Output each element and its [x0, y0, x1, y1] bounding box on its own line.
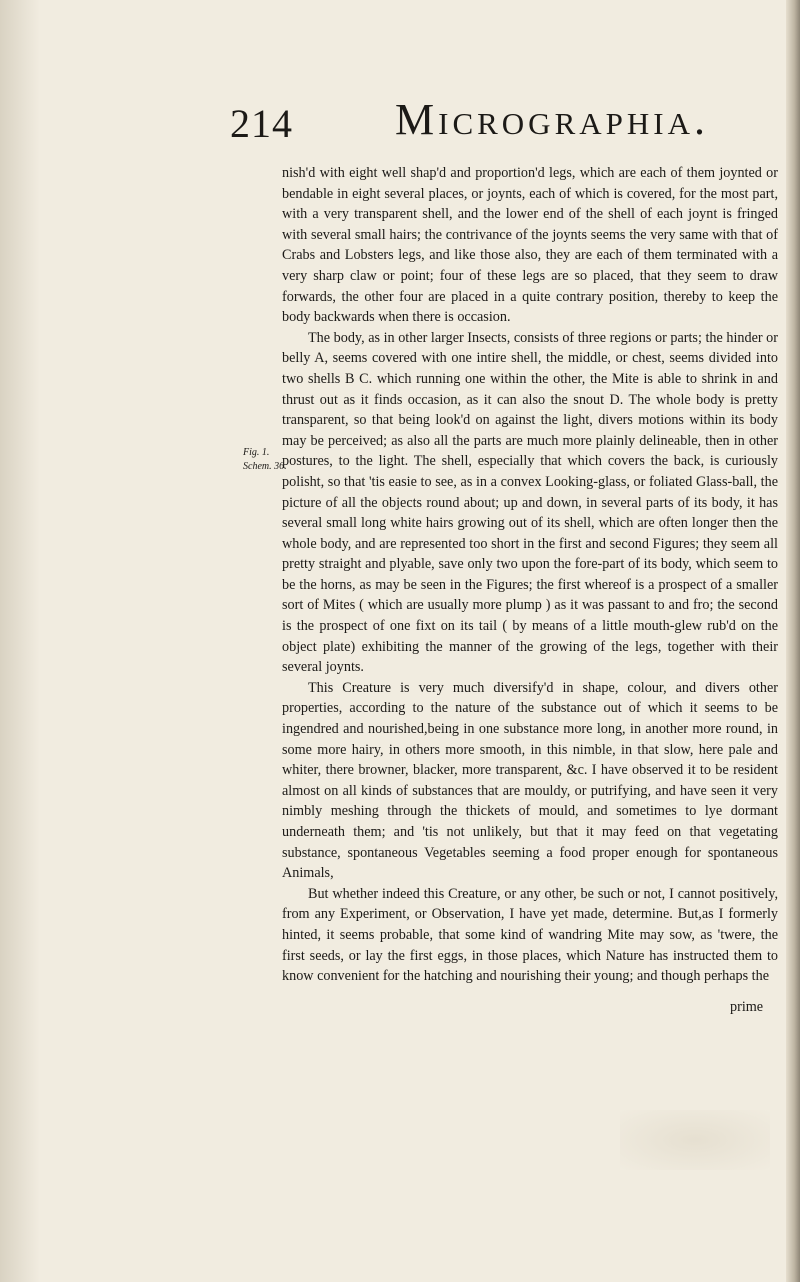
paragraph: nish'd with eight well shap'd and proportion'd legs, which are each of them joynted or bendable in eight several places, or joynts, each of which is covered, for the most part, with a very transparent shell, and the lower end of the shell of each joynt is fringed with several small hairs; the contrivance of the joynts seems the very same with that of Crabs and Lobsters legs, and like those also, they are each of them terminated with a very sharp claw or point; four of these legs are so placed, that they seem to draw forwards, the other four are placed in a quite contrary position, thereby to keep the body backwards when there is occasion.	[282, 165, 778, 326]
catchword: prime	[730, 999, 764, 1015]
page-number: 214	[230, 101, 293, 146]
body-text	[282, 163, 778, 987]
paper-stain	[620, 1110, 770, 1170]
paragraph: The body, as in other larger Insects, consists of three regions or parts; the hinder or belly A, seems covered with one intire shell, the middle, or chest, seems divided into two shells B C. which running one within the other, the Mite is able to shrink in and thrust out as it finds occasion, as it can also the snout D. The whole body is pretty transparent, so that being look'd on against the light, divers motions within its body may be perceived; as also all the parts are much more plainly delineable, then in other postures, to the light. The shell, especially that which covers the back, is curiously polisht, so that 'tis easie to see, as in a convex Looking-glass, or foliated Glass-ball, the picture of all the objects round about; up and down, in several parts of its body, it has several small long white hairs growing out of its shell, which are often longer then the whole body, and are represented too short in the first and second Figures; they seem all pretty straight and plyable, save only two upon the fore-part of its body, which seem to be the horns, as may be seen in the Figures; the first whereof is a prospect of a smaller sort of Mites ( which are usually more plump ) as it was passant to and fro; the second is the prospect of one fixt on its tail ( by means of a little mouth-glew rub'd on the object plate) exhibiting the manner of the growing of the legs, together with their several joynts.	[282, 329, 778, 676]
margin-note-scheme: Schem. 36.	[243, 461, 287, 472]
page-header	[230, 94, 770, 154]
paragraph: This Creature is very much diversify'd in shape, colour, and divers other properties, according to the nature of the substance out of which it seems to be ingendred and nourished,being in one substance more long, in another more round, in some more hairy, in others more smooth, in this nimble, in that slow, here pale and whiter, there browner, blacker, more transparent, &c. I have observed it to be resident almost on all kinds of substances that are mouldy, or putrifying, and have seen it very nimbly meshing through the thickets of mould, and sometimes to lye dormant underneath them; and 'tis not unlikely, but that it may feed on that vegetating substance, spontaneous Vegetables seeming a food proper enough for spontaneous Animals,	[282, 679, 778, 882]
margin-note-figure: Fig. 1.	[243, 447, 270, 458]
paragraph: But whether indeed this Creature, or any other, be such or not, I cannot positively, from any Experiment, or Observation, I have yet made, determine. But,as I formerly hinted, it seems probable, that some kind of wandring Mite may sow, as 'twere, the first seeds, or lay the first eggs, in those places, which Nature has instructed them to know convenient for the hatching and nourishing their young; and though perhaps the	[282, 885, 778, 985]
page-edge	[786, 0, 800, 1282]
running-title: Micrographia.	[395, 95, 709, 144]
page-gutter-shadow	[0, 0, 40, 1282]
